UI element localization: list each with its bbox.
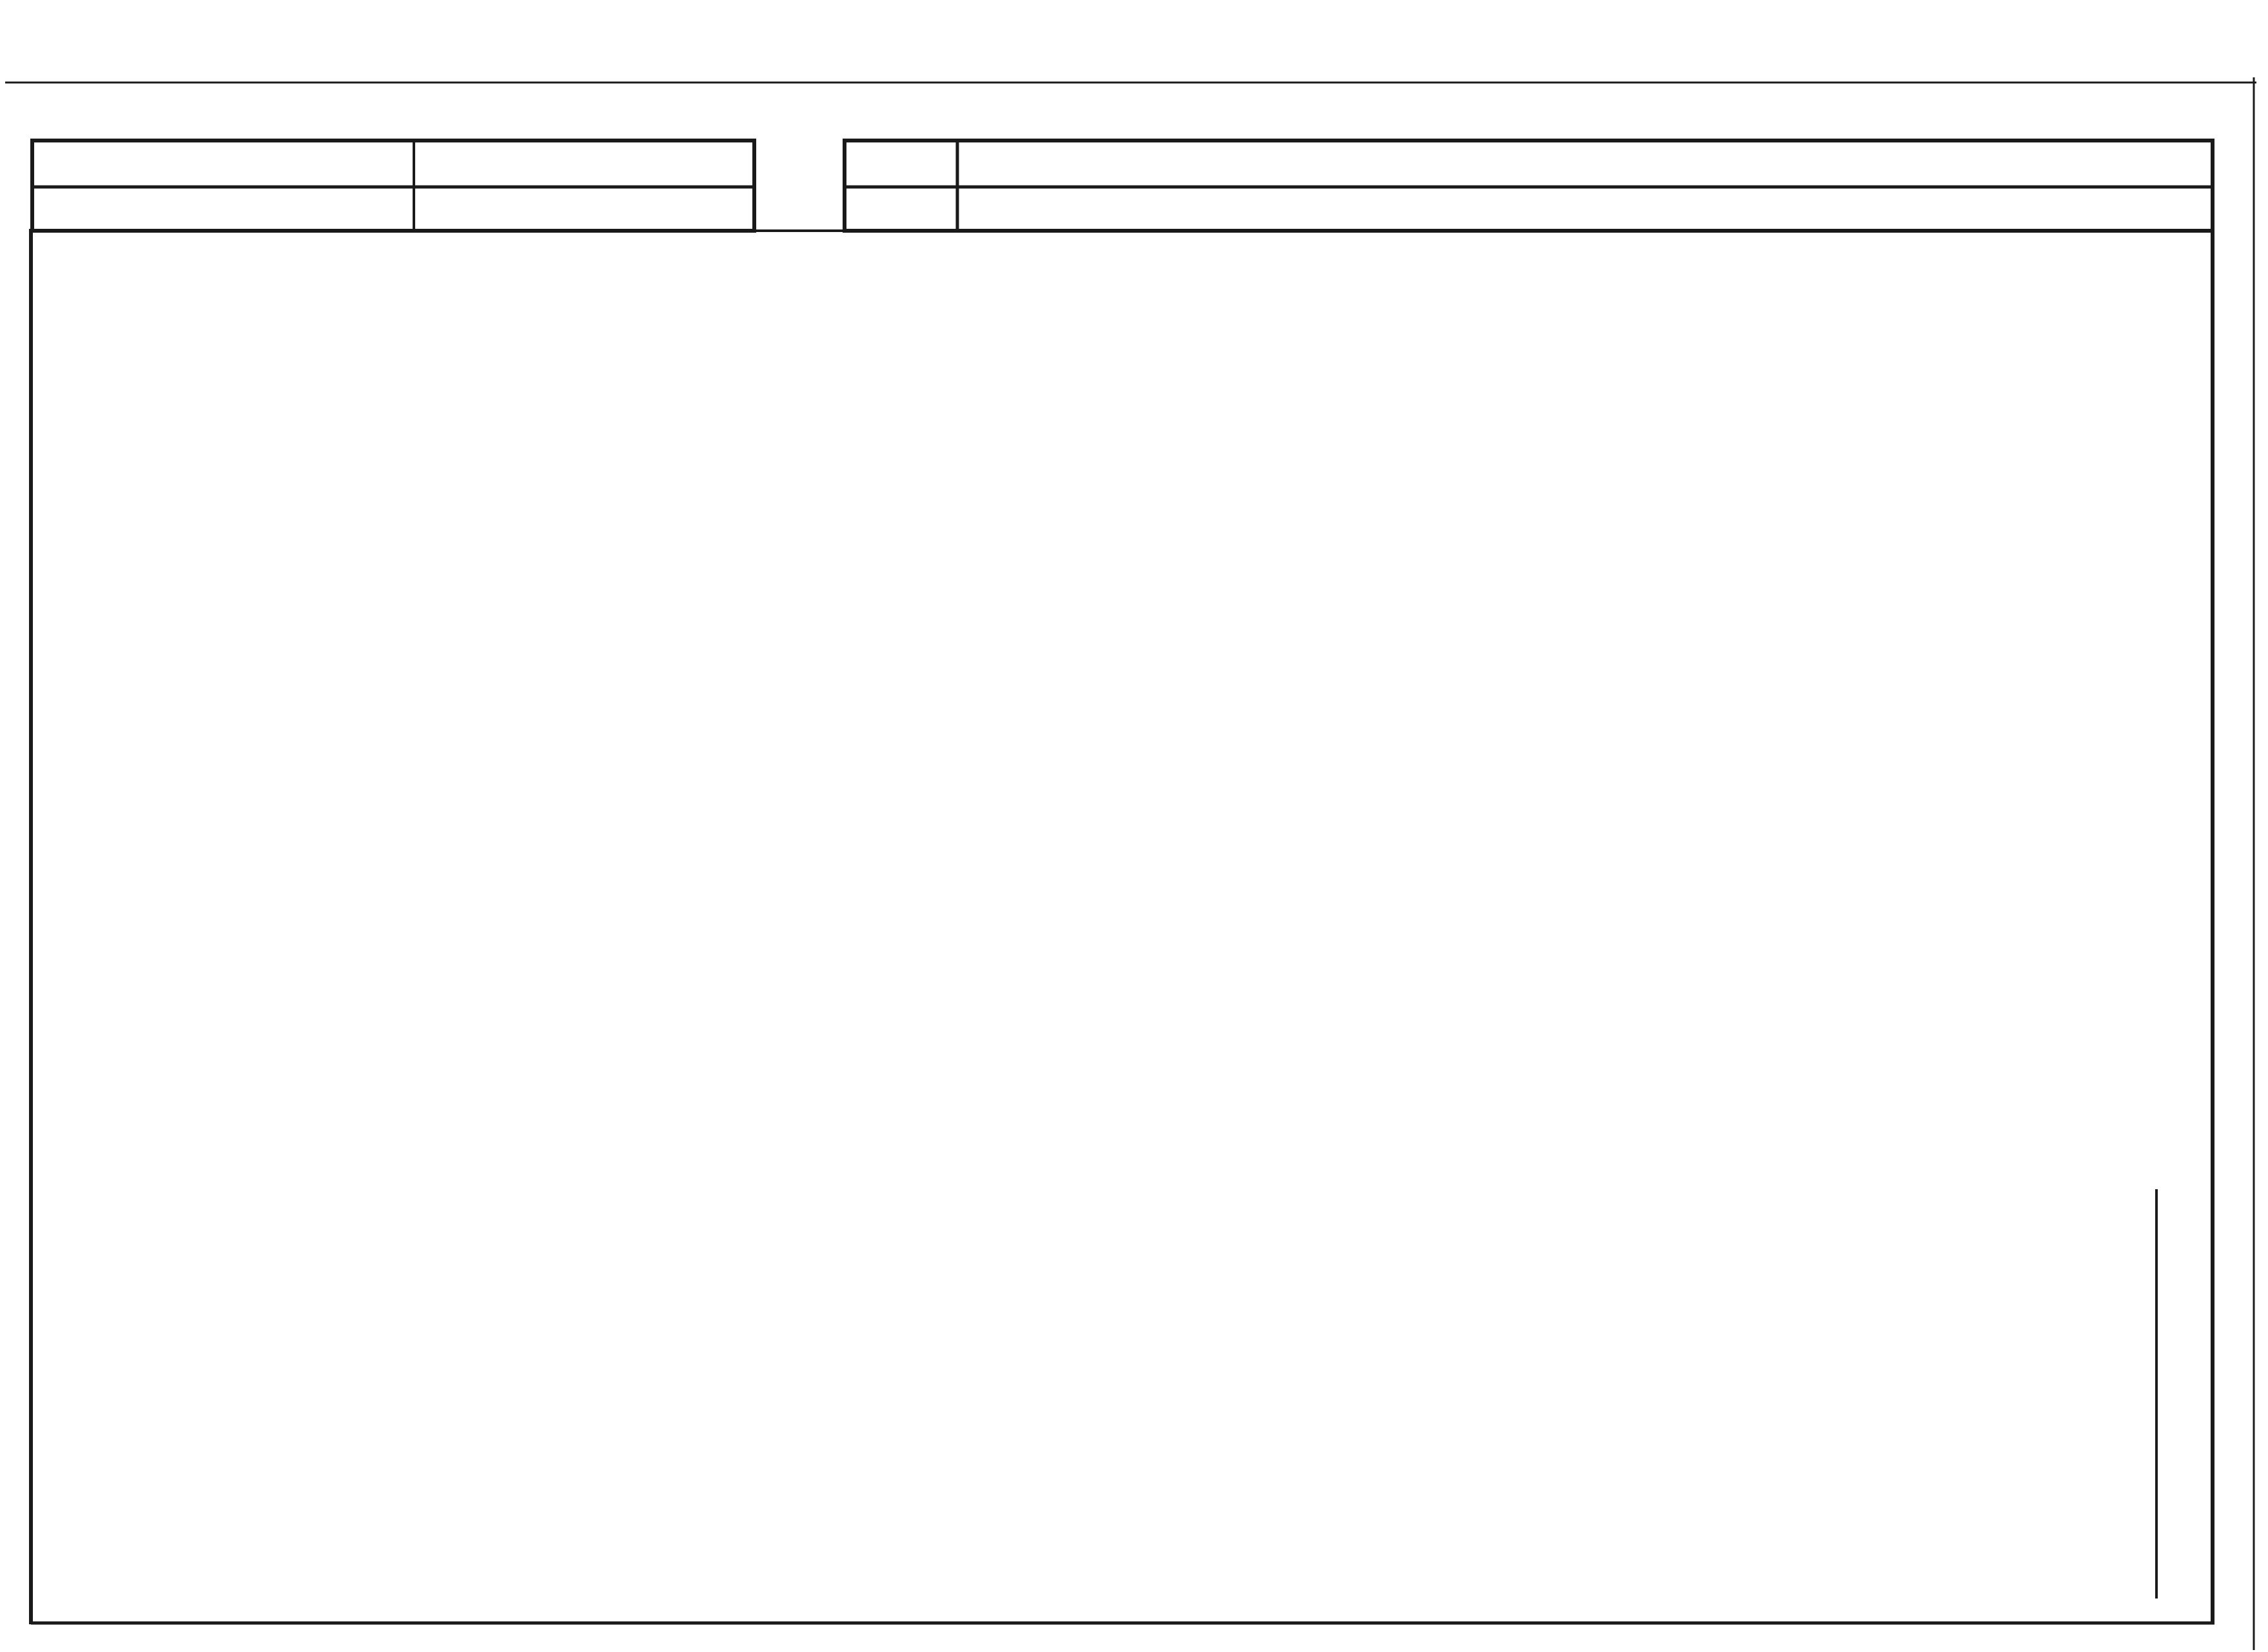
stamp-inventory xyxy=(32,141,754,231)
stamp-revisions xyxy=(845,141,2213,231)
page-frame xyxy=(5,77,2256,1650)
